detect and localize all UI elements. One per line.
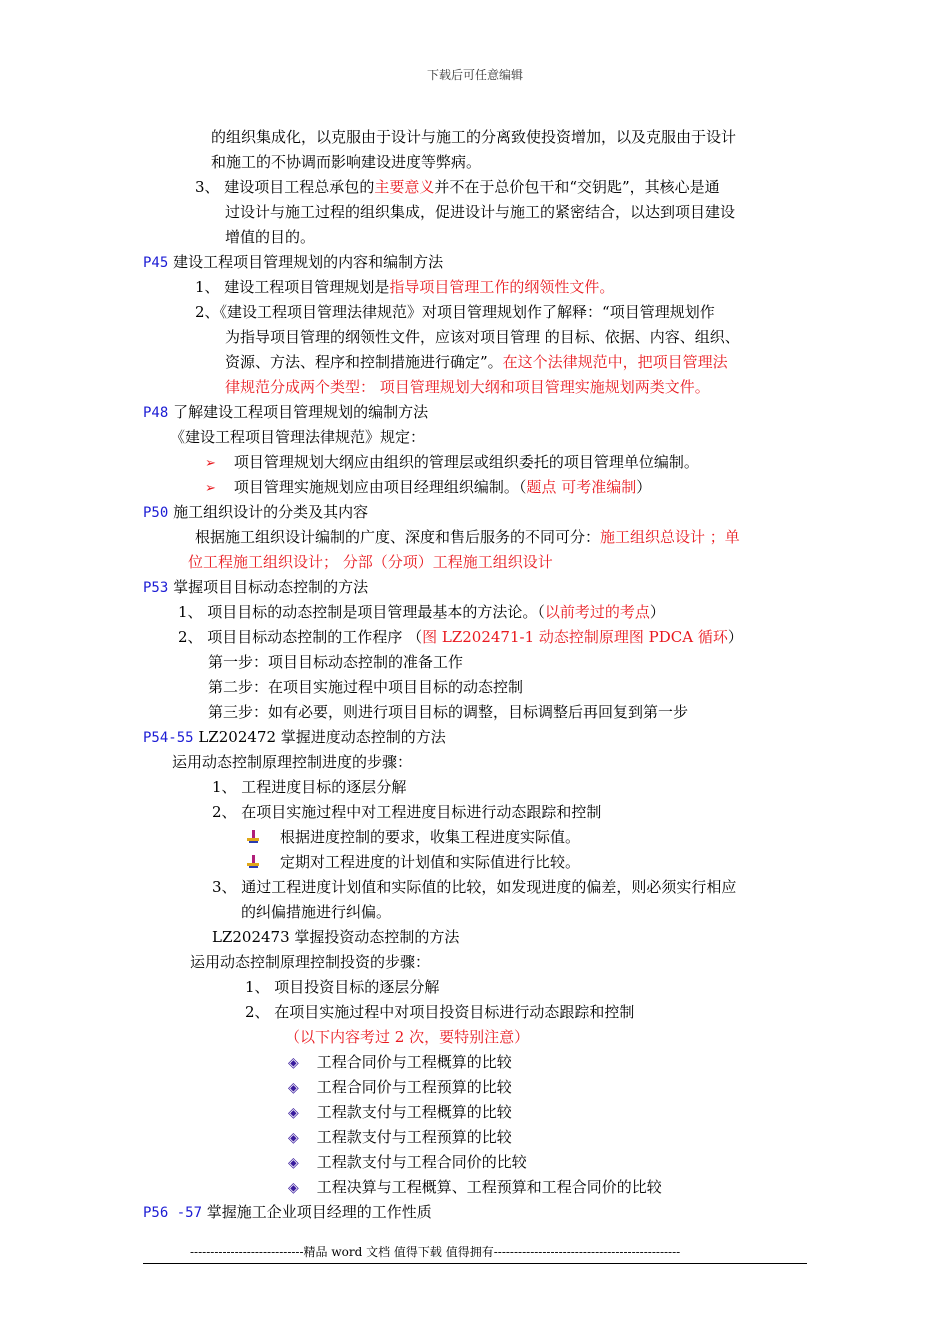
list-item: 2、 在项目实施过程中对项目投资目标进行动态跟踪和控制 — [245, 1003, 635, 1021]
section-heading-p53 — [143, 577, 368, 598]
diamond-item — [288, 1052, 512, 1073]
step-line: 第一步：项目目标动态控制的准备工作 — [208, 653, 464, 671]
page-ref: P45 — [143, 255, 169, 271]
section-heading-p45 — [143, 252, 443, 273]
text: 工程款支付与工程合同价的比较 — [316, 1153, 527, 1171]
section-heading-p56 — [143, 1202, 432, 1223]
list-item — [178, 602, 665, 622]
diamond-item — [288, 1152, 527, 1173]
paragraph-line: 的纠偏措施进行纠偏。 — [241, 903, 392, 921]
subsection-heading: LZ202473 掌握投资动态控制的方法 — [212, 928, 460, 946]
text: ） — [649, 603, 665, 621]
paragraph-line: 增值的目的。 — [225, 228, 316, 246]
heading-text: 掌握施工企业项目经理的工作性质 — [202, 1203, 432, 1221]
list-item: 2、 在项目实施过程中对工程进度目标进行动态跟踪和控制 — [212, 803, 602, 821]
highlight-text: 以前考过的考点 — [544, 603, 650, 621]
highlight-line: 律规范分成两个类型： 项目管理规划大纲和项目管理实施规划两类文件。 — [225, 378, 710, 396]
page-ref: P50 — [143, 505, 169, 521]
text: ） — [636, 478, 652, 496]
text: 工程决算与工程概算、工程预算和工程合同价的比较 — [316, 1178, 662, 1196]
heading-text: 掌握项目目标动态控制的方法 — [168, 578, 369, 596]
paragraph-line — [225, 352, 728, 372]
text: ） — [727, 628, 743, 646]
page-ref: P48 — [143, 405, 169, 421]
step-line: 第二步：在项目实施过程中项目目标的动态控制 — [208, 678, 524, 696]
bullet-item — [205, 477, 651, 499]
bullet-item — [246, 852, 580, 872]
cross-bullet-icon — [246, 830, 260, 844]
highlight-text: 指导项目管理工作的纲领性文件。 — [389, 278, 615, 296]
paragraph-line: 运用动态控制原理控制进度的步骤： — [172, 753, 413, 771]
text: 工程款支付与工程预算的比较 — [316, 1128, 512, 1146]
bullet-item — [246, 827, 580, 847]
page-ref: P53 — [143, 580, 169, 596]
list-item-3 — [195, 177, 720, 197]
list-item: 1、 项目投资目标的逐层分解 — [245, 978, 440, 996]
list-item — [178, 627, 743, 647]
paragraph-line: 为指导项目管理的纲领性文件，应该对项目管理 的目标、依据、内容、组织、 — [225, 328, 740, 346]
text: 工程款支付与工程概算的比较 — [316, 1103, 512, 1121]
list-item: 2、《建设工程项目管理法律规范》对项目管理规划作了解释：“项目管理规划作 — [195, 303, 715, 321]
text: 项目管理规划大纲应由组织的管理层或组织委托的项目管理单位编制。 — [233, 453, 699, 471]
highlight-text: 在这个法律规范中，把项目管理法 — [502, 353, 728, 371]
arrow-bullet-icon: ➢ — [205, 456, 216, 471]
section-heading-p54 — [143, 727, 446, 748]
step-line: 第三步：如有必要，则进行项目目标的调整，目标调整后再回复到第一步 — [208, 703, 689, 721]
diamond-item — [288, 1127, 512, 1148]
footer-rule — [143, 1263, 807, 1264]
page-header: 下载后可任意编辑 — [426, 68, 523, 82]
diamond-bullet-icon: ◈ — [288, 1180, 299, 1196]
section-heading-p48 — [143, 402, 428, 423]
arrow-bullet-icon: ➢ — [205, 481, 216, 496]
heading-text: 建设工程项目管理规划的内容和编制方法 — [168, 253, 444, 271]
heading-text: 了解建设工程项目管理规划的编制方法 — [168, 403, 429, 421]
page-ref: P54-55 — [143, 730, 194, 746]
text: 根据施工组织设计编制的广度、深度和售后服务的不同可分： — [195, 528, 601, 546]
text: 并不在于总价包干和“交钥匙”，其核心是通 — [434, 178, 720, 196]
diamond-bullet-icon: ◈ — [288, 1080, 299, 1096]
diamond-bullet-icon: ◈ — [288, 1105, 299, 1121]
paragraph-line — [195, 527, 740, 547]
highlight-text: 题点 可考准编制 — [526, 478, 637, 496]
highlight-line: 位工程施工组织设计； 分部（分项）工程施工组织设计 — [188, 553, 553, 571]
list-item — [195, 277, 614, 297]
page-footer: ----------------------------精品 word 文档 值得下载 值得拥有---------------------------------------------- — [190, 1245, 681, 1259]
text: 1、 项目目标的动态控制是项目管理最基本的方法论。（ — [178, 603, 545, 621]
bullet-item — [205, 452, 699, 474]
section-heading-p50 — [143, 502, 368, 523]
text: 1、 建设工程项目管理规划是 — [195, 278, 390, 296]
paragraph-line: 运用动态控制原理控制投资的步骤： — [190, 953, 431, 971]
text: 2、 项目目标动态控制的工作程序 （ — [178, 628, 423, 646]
paragraph-line: 和施工的不协调而影响建设进度等弊病。 — [211, 153, 482, 171]
heading-text: 施工组织设计的分类及其内容 — [168, 503, 369, 521]
paragraph-line: 过设计与施工过程的组织集成，促进设计与施工的紧密结合，以达到项目建设 — [225, 203, 736, 221]
exam-note: （以下内容考过 2 次，要特别注意） — [285, 1028, 530, 1046]
paragraph-line: 的组织集成化，以克服由于设计与施工的分离致使投资增加，以及克服由于设计 — [211, 128, 737, 146]
diamond-item — [288, 1077, 512, 1098]
highlight-text: 图 LZ202471-1 动态控制原理图 PDCA 循环 — [422, 628, 728, 646]
text: 根据进度控制的要求，收集工程进度实际值。 — [280, 828, 581, 846]
diamond-bullet-icon: ◈ — [288, 1155, 299, 1171]
page-ref: P56 -57 — [143, 1205, 203, 1221]
list-item: 1、 工程进度目标的逐层分解 — [212, 778, 407, 796]
heading-text: LZ202472 掌握进度动态控制的方法 — [193, 728, 446, 746]
text: 工程合同价与工程概算的比较 — [316, 1053, 512, 1071]
highlight-text: 主要意义 — [374, 178, 435, 196]
diamond-bullet-icon: ◈ — [288, 1055, 299, 1071]
diamond-item — [288, 1177, 662, 1198]
diamond-bullet-icon: ◈ — [288, 1130, 299, 1146]
paragraph-line: 《建设工程项目管理法律规范》规定： — [170, 428, 426, 446]
text: 3、 建设项目工程总承包的 — [195, 178, 375, 196]
text: 定期对工程进度的计划值和实际值进行比较。 — [280, 853, 581, 871]
list-item: 3、 通过工程进度计划值和实际值的比较，如发现进度的偏差，则必须实行相应 — [212, 878, 737, 896]
text: 项目管理实施规划应由项目经理组织编制。（ — [233, 478, 527, 496]
text: 资源、方法、程序和控制措施进行确定”。 — [225, 353, 503, 371]
cross-bullet-icon — [246, 855, 260, 869]
text: 工程合同价与工程预算的比较 — [316, 1078, 512, 1096]
highlight-text: 施工组织总设计 ；单 — [600, 528, 740, 546]
diamond-item — [288, 1102, 512, 1123]
